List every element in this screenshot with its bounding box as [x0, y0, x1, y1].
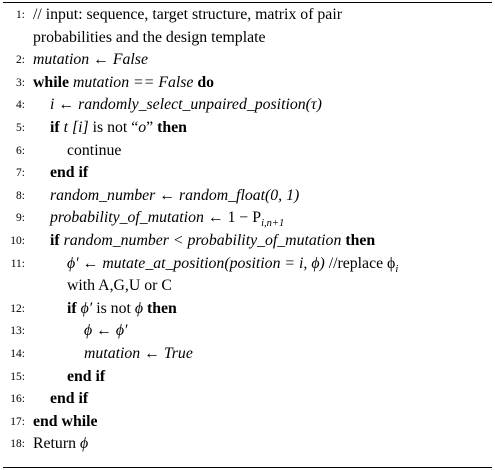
line-number: 10: — [10, 234, 25, 247]
algorithm-line — [3, 433, 492, 456]
keyword: if — [50, 118, 60, 136]
algorithm-line — [3, 4, 492, 27]
line-number: 16: — [10, 393, 25, 406]
statement-text — [67, 253, 398, 276]
algorithm-line — [3, 343, 492, 366]
algorithm-line — [3, 140, 492, 163]
statement-text: ϕ ← ϕ′ — [84, 322, 128, 340]
keyword: then — [157, 118, 187, 136]
statement-text: mutation ← True — [84, 344, 193, 362]
algorithm-line — [3, 185, 492, 208]
bottom-rule — [3, 467, 492, 468]
algorithm-line — [3, 72, 492, 95]
algorithm-block — [3, 4, 492, 456]
statement-part: probability_of_mutation — [50, 209, 204, 227]
line-number: 3: — [16, 76, 25, 89]
algorithm-line — [3, 117, 492, 140]
statement-text: continue — [67, 141, 122, 159]
algorithm-line — [3, 94, 492, 117]
algorithm-line — [3, 27, 492, 50]
algorithm-line — [3, 253, 492, 276]
line-number: 5: — [16, 121, 25, 134]
line-number: 17: — [10, 415, 25, 428]
condition-part: t [i] — [63, 118, 89, 136]
line-number: 9: — [16, 212, 25, 225]
comment-part: //replace ϕ — [324, 254, 396, 272]
statement-text: random_number ← random_float(0, 1) — [50, 186, 300, 204]
statement-part: ← 1 − P — [203, 209, 262, 227]
algorithm-line — [3, 320, 492, 343]
statement-part: ϕ — [79, 435, 89, 453]
line-number: 4: — [16, 99, 25, 112]
subscript: i — [395, 263, 399, 275]
line-number: 6: — [16, 144, 25, 157]
keyword: then — [146, 299, 177, 317]
algorithm-line — [3, 275, 492, 298]
line-number: 1: — [16, 9, 25, 21]
condition-part: o — [138, 118, 147, 136]
keyword: end while — [33, 412, 98, 430]
keyword: if — [50, 231, 60, 249]
keyword: then — [345, 231, 376, 249]
algorithm-line — [3, 207, 492, 230]
statement-text — [50, 207, 284, 230]
statement-text — [33, 433, 88, 456]
line-number: 11: — [10, 257, 25, 270]
statement-text: mutation ← False — [33, 51, 148, 69]
line-number: 18: — [10, 438, 25, 451]
keyword: while — [33, 73, 69, 91]
keyword: do — [197, 73, 215, 91]
algorithm-line — [3, 411, 492, 434]
statement-part: Return — [33, 435, 80, 453]
statement-text — [50, 117, 187, 140]
algorithm-line — [3, 388, 492, 411]
comment-text: with A,G,U or C — [67, 277, 172, 295]
statement-part: ϕ′ ← mutate_at_position(position = i, ϕ) — [67, 254, 325, 272]
line-number: 14: — [10, 347, 25, 360]
line-number: 2: — [16, 54, 25, 67]
line-number: 8: — [16, 189, 25, 202]
keyword: if — [67, 299, 77, 317]
comment-text: probabilities and the design template — [33, 28, 266, 46]
condition-part: ” — [146, 118, 158, 136]
condition: mutation == False — [72, 73, 194, 91]
line-number: 13: — [10, 325, 25, 338]
condition-part: is not “ — [88, 118, 139, 136]
statement-text — [67, 298, 177, 321]
comment-text: // input: sequence, target structure, matrix of pair — [33, 6, 342, 23]
algorithm-line — [3, 366, 492, 389]
statement-text: i ← randomly_select_unpaired_position(τ) — [50, 96, 322, 114]
line-number: 12: — [10, 302, 25, 315]
algorithm-line — [3, 49, 492, 72]
condition-part: ϕ′ — [80, 299, 93, 317]
algorithm-line — [3, 162, 492, 185]
condition: random_number < probability_of_mutation — [63, 231, 342, 249]
condition-part: ϕ — [134, 299, 144, 317]
subscript: i,n+1 — [261, 218, 285, 230]
keyword: end if — [67, 367, 106, 385]
algorithm-line — [3, 230, 492, 253]
line-number: 15: — [10, 370, 25, 383]
top-rule — [3, 2, 492, 3]
statement-text — [50, 230, 375, 253]
condition-part: is not — [92, 299, 135, 317]
keyword: end if — [50, 164, 89, 182]
algorithm-line — [3, 298, 492, 321]
statement-text — [33, 72, 214, 95]
keyword: end if — [50, 390, 89, 408]
line-number: 7: — [16, 167, 25, 180]
